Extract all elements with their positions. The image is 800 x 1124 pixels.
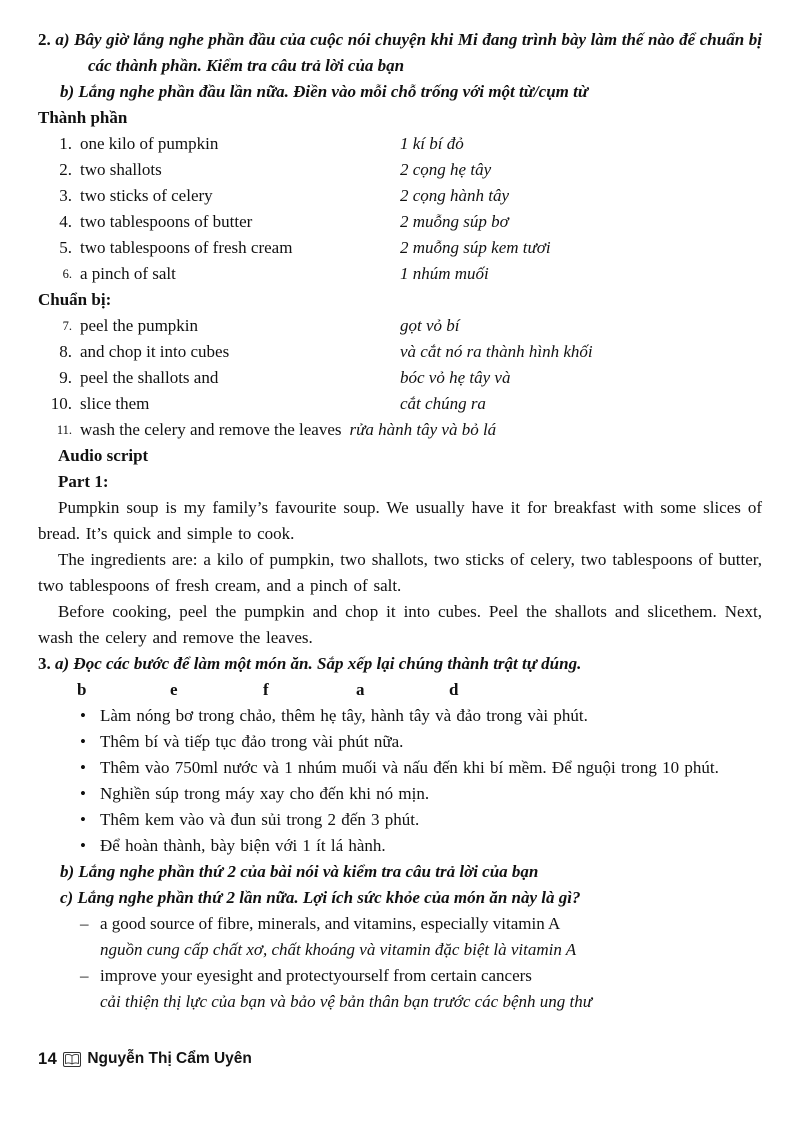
item-english: peel the pumpkin xyxy=(80,316,199,335)
item-number: 11. xyxy=(56,423,72,437)
item-number: 5. xyxy=(59,238,72,257)
step-item xyxy=(38,807,762,833)
step-item xyxy=(38,755,762,781)
step-text: Nghiền súp trong máy xay cho đến khi nó mịn. xyxy=(100,784,430,803)
item-vietnamese: và cắt nó ra thành hình khối xyxy=(400,342,593,361)
item-english: two shallots xyxy=(80,160,162,179)
step-item xyxy=(38,833,762,859)
item-vietnamese: 2 cọng hành tây xyxy=(400,186,510,205)
item-number: 6. xyxy=(62,267,72,281)
answer-letters-row xyxy=(38,677,762,703)
section-3b-text: Lắng nghe phần thứ 2 của bài nói và kiểm tra câu trả lời của bạn xyxy=(78,862,539,881)
ingredient-row xyxy=(38,261,762,287)
part-1-label: Part 1: xyxy=(58,472,109,491)
item-vietnamese: 2 cọng hẹ tây xyxy=(400,160,492,179)
section-2-number: 2. xyxy=(38,30,51,49)
section-2a-marker: a) xyxy=(55,30,70,49)
ingredient-row xyxy=(38,157,762,183)
ingredient-row xyxy=(38,209,762,235)
preparation-row xyxy=(38,365,762,391)
item-vietnamese: bóc vỏ hẹ tây và xyxy=(400,368,511,387)
step-item xyxy=(38,781,762,807)
section-3b-heading xyxy=(38,859,762,885)
answer-letter: a xyxy=(356,680,365,699)
section-3a-text: Đọc các bước để làm một món ăn. Sắp xếp lại chúng thành trật tự dúng. xyxy=(73,654,582,673)
item-english: and chop it into cubes xyxy=(80,342,230,361)
section-2b-text: Lắng nghe phần đầu lần nữa. Điền vào mỗi chỗ trống với một từ/cụm từ xyxy=(78,82,589,101)
dash-icon: – xyxy=(80,914,89,933)
author-name: Nguyễn Thị Cẩm Uyên xyxy=(87,1050,252,1067)
answer-letter: f xyxy=(263,680,269,699)
audio-script-heading: Audio script xyxy=(58,446,149,465)
preparation-row xyxy=(38,339,762,365)
item-vietnamese: cắt chúng ra xyxy=(400,394,486,413)
page-number: 14 xyxy=(38,1050,58,1068)
page-footer xyxy=(38,1046,762,1072)
audio-paragraph: Pumpkin soup is my family’s favourite soup. We usually have it for breakfast with some slices of bread. It’s quick and simple to cook. xyxy=(38,498,762,543)
item-english: a pinch of salt xyxy=(80,264,176,283)
ingredient-row xyxy=(38,131,762,157)
item-english: wash the celery and remove the leaves xyxy=(80,420,342,439)
item-vietnamese: gọt vỏ bí xyxy=(400,316,460,335)
item-vietnamese: 2 muỗng súp bơ xyxy=(400,212,509,231)
item-number: 10. xyxy=(50,394,72,413)
step-item xyxy=(38,703,762,729)
item-english: two sticks of celery xyxy=(80,186,213,205)
item-vietnamese: rửa hành tây và bỏ lá xyxy=(349,420,497,439)
item-number: 9. xyxy=(59,368,72,387)
section-3a-marker: a) xyxy=(55,654,70,673)
item-english: two tablespoons of fresh cream xyxy=(80,238,293,257)
section-3c-text: Lắng nghe phần thứ 2 lần nữa. Lợi ích sức khỏe của món ăn này là gì? xyxy=(77,888,581,907)
ingredients-heading: Thành phần xyxy=(38,108,128,127)
item-vietnamese: 2 muỗng súp kem tươi xyxy=(400,238,551,257)
bullet-icon: • xyxy=(80,758,86,777)
item-number: 8. xyxy=(59,342,72,361)
section-2b-marker: b) xyxy=(60,82,75,101)
preparation-row xyxy=(38,313,762,339)
preparation-row xyxy=(38,391,762,417)
step-text: Để hoàn thành, bày biện với 1 ít lá hành. xyxy=(100,836,386,855)
book-icon xyxy=(63,1052,81,1067)
preparation-row xyxy=(38,417,762,443)
section-2a-heading xyxy=(38,27,762,79)
item-number: 2. xyxy=(59,160,72,179)
answer-letter: e xyxy=(170,680,178,699)
section-3b-marker: b) xyxy=(60,862,75,881)
item-english: one kilo of pumpkin xyxy=(80,134,219,153)
item-english: slice them xyxy=(80,394,150,413)
item-english: peel the shallots and xyxy=(80,368,219,387)
benefit-item xyxy=(38,963,762,989)
step-text: Thêm bí và tiếp tục đảo trong vài phút nữa. xyxy=(100,732,404,751)
item-vietnamese: 1 nhúm muối xyxy=(400,264,489,283)
benefit-vietnamese: cải thiện thị lực của bạn và bảo vệ bản thân bạn trước các bệnh ung thư xyxy=(100,992,593,1011)
section-2a-text: Bây giờ lắng nghe phần đầu của cuộc nói chuyện khi Mi đang trình bày làm thế nào để chuẩn bị các thành phần. Kiểm tra câu trả lời của bạn xyxy=(74,30,762,75)
section-3c-marker: c) xyxy=(60,888,74,907)
bullet-icon: • xyxy=(80,784,86,803)
item-number: 3. xyxy=(59,186,72,205)
benefit-item xyxy=(38,911,762,937)
preparation-heading: Chuẩn bị: xyxy=(38,290,112,309)
section-3c-heading xyxy=(38,885,762,911)
section-2b-heading xyxy=(38,79,762,105)
item-vietnamese: 1 kí bí đỏ xyxy=(400,134,464,153)
bullet-icon: • xyxy=(80,706,86,725)
ingredient-row xyxy=(38,183,762,209)
step-text: Thêm vào 750ml nước và 1 nhúm muối và nấu đến khi bí mềm. Để nguội trong 10 phút. xyxy=(100,758,719,777)
item-english: two tablespoons of butter xyxy=(80,212,253,231)
audio-paragraph: The ingredients are: a kilo of pumpkin, two shallots, two sticks of celery, two tablespoons of butter, two tablespoons of fresh cream, and a pinch of salt. xyxy=(38,550,762,595)
section-3-number: 3. xyxy=(38,654,51,673)
answer-letter: b xyxy=(77,680,87,699)
benefit-english: improve your eyesight and protectyourself from certain cancers xyxy=(100,966,532,985)
dash-icon: – xyxy=(80,966,89,985)
step-item xyxy=(38,729,762,755)
audio-paragraph: Before cooking, peel the pumpkin and chop it into cubes. Peel the shallots and slicethem. Next, wash the celery and remove the leaves. xyxy=(38,602,762,647)
benefit-vietnamese: nguồn cung cấp chất xơ, chất khoáng và vitamin đặc biệt là vitamin A xyxy=(100,940,577,959)
bullet-icon: • xyxy=(80,810,86,829)
bullet-icon: • xyxy=(80,732,86,751)
bullet-icon: • xyxy=(80,836,86,855)
item-number: 4. xyxy=(59,212,72,231)
step-text: Thêm kem vào và đun sủi trong 2 đến 3 phút. xyxy=(100,810,420,829)
answer-letter: d xyxy=(449,680,459,699)
section-3a-heading xyxy=(38,651,762,677)
step-text: Làm nóng bơ trong chảo, thêm hẹ tây, hành tây và đảo trong vài phút. xyxy=(100,706,588,725)
ingredient-row xyxy=(38,235,762,261)
item-number: 7. xyxy=(62,319,72,333)
item-number: 1. xyxy=(59,134,72,153)
benefit-english: a good source of fibre, minerals, and vitamins, especially vitamin A xyxy=(100,914,561,933)
